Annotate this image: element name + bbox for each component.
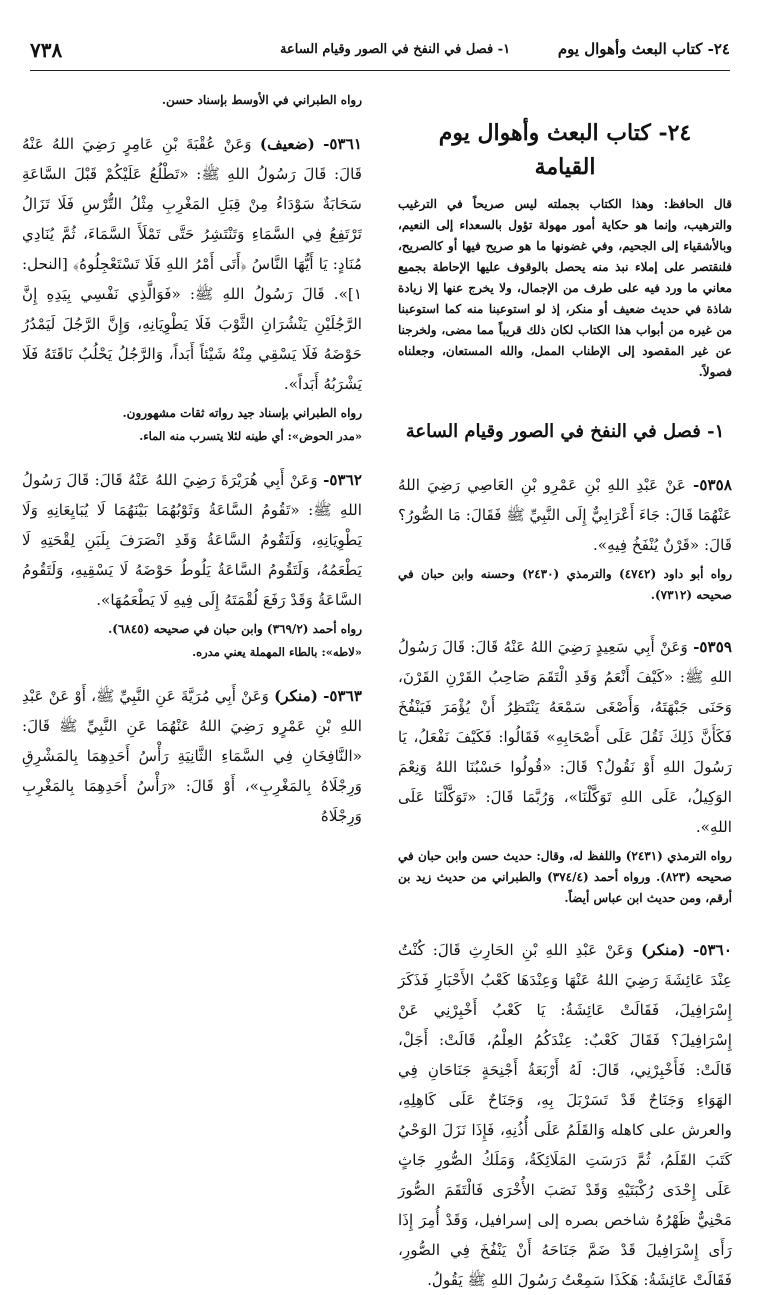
right-column: [398, 86, 732, 1295]
hadith-grade: (منكر): [274, 687, 318, 705]
hadith-5359: [398, 632, 732, 842]
hadith-5362: [22, 465, 362, 615]
chapter-title: [398, 116, 732, 184]
hadith-grade: (منكر): [641, 941, 686, 959]
left-column: [22, 86, 362, 831]
hadith-5361: [22, 129, 362, 399]
header-book-title: ٢٤- كتاب البعث وأهوال يوم: [557, 40, 730, 58]
hadith-source: رواه أحمد (٣٦٩/٢) وابن حبان في صحيحه (٦٨٤٥).: [108, 622, 362, 636]
hadith-source: رواه الطبراني بإسناد جيد رواته ثقات مشهورون.: [122, 406, 362, 420]
hadith-number: ٥٣٥٩-: [693, 638, 733, 656]
header-section-title: ١- فصل في النفخ في الصور وقيام الساعة: [280, 42, 511, 57]
page-number: ٧٣٨: [30, 38, 63, 62]
chapter-intro: قال الحافظ: وهذا الكتاب بجملته ليس صريحاً في الترغيب والترهيب، وإنما هو حكاية أمور مهولة تؤول بالسعداء إلى النعيم، وبالأشقياء إلى الجحيم، وفي غضونها ما هو صريح فيها أو كالصريح، فلنقتصر على إملاء نبذ منه يحصل بالوقوف عليها الإحاطة بجميع معاني ما ورد فيه على طرف من الإجمال، ولا يخرج عنها إلا زيادة شاذة في حديث ضعيف أو منكر، إذ لو استوعبنا منه كما استوعبنا من غيره من أبواب هذا الكتاب لكان ذلك قريباً مما مضى، ولخرجنا عن غير المقصود إلى الإطناب الممل، والله المستعان، وجعلناه فصولاً.: [398, 197, 732, 379]
hadith-note: «لاطه»: بالطاء المهملة يعني مدره.: [192, 645, 362, 659]
hadith-number: ٥٣٦١-: [323, 135, 363, 153]
hadith-source: رواه الترمذي (٢٤٣١) واللفظ له، وقال: حديث حسن وابن حبان في صحيحه (٨٢٣). ورواه أحمد (٣٧٤/٤) والطبراني من حديث زيد بن أرقم، ومن حديث ابن عباس أيضاً.: [398, 849, 732, 905]
hadith-5363: [22, 681, 362, 831]
hadith-grade: (ضعيف): [259, 135, 315, 153]
section-title: ١- فصل في النفخ في الصور وقيام الساعة: [405, 421, 725, 442]
hadith-text: وَعَنْ عُقْبَةَ بْنِ عَامِرٍ رَضِيَ اللهُ عَنْهُ قَالَ: قَالَ رَسُولُ اللهِ ﷺ: «تَطْلُعُ عَلَيْكُمْ قَبْلَ السَّاعَةِ سَحَابَةٌ سَوْدَاءُ مِنْ قِبَلِ المَغْرِبِ مِثْلُ التُّرْسِ فَلَا تَزَالُ تَرْتَفِعُ فِي السَّمَاءِ وَتَنْتَشِرُ حَتَّى تَمْلَأَ السَّمَاءَ، ثُمَّ يُنَادِي مُنَادٍ: يَا أَيُّهَا النَّاسُ ﴿أَتَى أَمْرُ اللهِ فَلَا تَسْتَعْجِلُوهُ﴾ [النحل: ١]». قَالَ رَسُولُ اللهِ ﷺ: «فَوَالَّذِي نَفْسِي بِيَدِهِ إِنَّ الرَّجُلَيْنِ يَنْشُرَانِ الثَّوْبَ فَلَا يَطْوِيَانِهِ، وَإِنَّ الرَّجُلَ لَيَمْدُرُ حَوْضَهُ فَلَا يَسْقِي مِنْهُ شَيْئاً أَبَداً، وَالرَّجُلُ يَحْلُبُ نَاقَتَهُ فَلَا يَشْرَبُهُ أَبَداً».: [22, 135, 362, 393]
hadith-5358: [398, 470, 732, 560]
hadith-text: عَنْ عَبْدِ اللهِ بْنِ عَمْرِو بْنِ العَاصِي رَضِيَ اللهُ عَنْهُمَا قَالَ: جَاءَ أَعْرَابِيٌّ إِلَى النَّبِيِّ ﷺ فَقَالَ: مَا الصُّورُ؟ قَالَ: «قَرْنٌ يُنْفَخُ فِيهِ».: [398, 476, 732, 554]
hadith-text: وَعَنْ أَبِي مُرَيَّةَ عَنِ النَّبِيِّ ﷺ، أَوْ عَنْ عَبْدِ اللهِ بْنِ عَمْرٍو رَضِيَ اللهُ عَنْهُمَا عَنِ النَّبِيِّ ﷺ قَالَ: «النَّافِخَانِ فِي السَّمَاءِ الثَّانِيَةِ رَأْسُ أَحَدِهِمَا بِالمَشْرِقِ وَرِجْلَاهُ بِالمَغْرِبِ»، أَوْ قَالَ: «رَأْسُ أَحَدِهِمَا بِالمَغْرِبِ وَرِجْلَاهُ: [22, 687, 362, 825]
hadith-number: ٥٣٦٣-: [323, 687, 363, 705]
running-header: [30, 36, 730, 71]
hadith-note: «مدر الحوض»: أي طينه لئلا يتسرب منه الماء.: [139, 429, 362, 443]
hadith-number: ٥٣٦٢-: [323, 471, 363, 489]
hadith-text: وَعَنْ أَبِي هُرَيْرَةَ رَضِيَ اللهُ عَنْهُ قَالَ: قَالَ رَسُولُ اللهِ ﷺ: «تَقُومُ السَّاعَةُ وَثَوْبُهُمَا بَيْنَهُمَا لَا يُبَايِعَانِهِ وَلَا يَطْوِيَانِهِ، وَلَتَقُومُ السَّاعَةُ وَقَدِ انْصَرَفَ بِلَبَنِ لِقْحَتِهِ لَا يَطْعَمُهُ، وَلَتَقُومُ السَّاعَةُ يَلُوطُ حَوْضَهُ لَا يَسْقِيهِ، وَلَتَقُومُ السَّاعَةُ وَقَدْ رَفَعَ لُقْمَتَهُ إِلَى فِيهِ لَا يَطْعَمُهَا».: [22, 471, 362, 609]
hadith-text: وَعَنْ أَبِي سَعِيدٍ رَضِيَ اللهُ عَنْهُ قَالَ: قَالَ رَسُولُ اللهِ ﷺ: «كَيْفَ أَنْعَمُ وَقَدِ الْتَقَمَ صَاحِبُ القَرْنِ القَرْنَ، وَحَنَى جَبْهَتَهُ، وَأَصْغَى سَمْعَهُ يَنْتَظِرُ أَنْ يُؤْمَرَ فَيَنْفُخَ فَكَأَنَّ ذَلِكَ ثَقُلَ عَلَى أَصْحَابِهِ» فَقَالُوا: فَكَيْفَ نَفْعَلُ، يَا رَسُولَ اللهِ أَوْ نَقُولُ؟ قَالَ: «قُولُوا حَسْبُنَا اللهُ وَنِعْمَ الوَكِيلُ، عَلَى اللهِ تَوَكَّلْنَا»، وَرُبَّمَا قَالَ: «تَوَكَّلْنَا عَلَى اللهِ».: [398, 638, 732, 836]
hadith-number: ٥٣٦٠-: [693, 941, 732, 959]
chapter-title-line1: ٢٤- كتاب البعث وأهوال يوم: [438, 120, 692, 146]
hadith-source: رواه أبو داود (٤٧٤٢) والترمذي (٢٤٣٠) وحسنه وابن حبان في صحيحه (٧٣١٢).: [398, 567, 732, 602]
hadith-number: ٥٣٥٨-: [693, 476, 732, 494]
chapter-title-line2: القيامة: [534, 154, 596, 180]
hadith-5360: [398, 935, 732, 1295]
hadith-text: وَعَنْ عَبْدِ اللهِ بْنِ الحَارِثِ قَالَ: كُنْتُ عِنْدَ عَائِشَةَ رَضِيَ اللهُ عَنْهَا وَعِنْدَهَا كَعْبُ الأَحْبَارِ فَذَكَرَ إِسْرَافِيلَ، فَقَالَتْ عَائِشَةُ: يَا كَعْبُ أَخْبِرْنِي عَنْ إِسْرَافِيلَ؟ فَقَالَ كَعْبٌ: عِنْدَكُمُ العِلْمُ، قَالَتْ: أَجَلْ، قَالَتْ: فَأَخْبِرْنِي، قَالَ: لَهُ أَرْبَعَةُ أَجْنِحَةٍ جَنَاحَانِ فِي الهَوَاءِ وَجَنَاحٌ قَدْ تَسَرْبَلَ بِهِ، وَجَنَاحٌ عَلَى كَاهِلِهِ، والعرش على كاهله وَالقَلَمُ عَلَى أُذُنِهِ، فَإِذَا نَزَلَ الوَحْيُ كَتَبَ القَلَمُ، ثُمَّ دَرَسَتِ المَلَائِكَةُ، وَمَلَكُ الصُّورِ جَاثٍ عَلَى إِحْدَى رُكْبَتَيْهِ وَقَدْ نَصَبَ الأُخْرَى فَالْتَقَمَ الصُّورَ مَحْنِيٌّ ظَهْرُهُ شاخص بصره إلى إسرافيل، وَقَدْ أُمِرَ إِذَا رَأَى إِسْرَافِيلَ قَدْ ضَمَّ جَنَاحَهُ أَنْ يَنْفُخَ فِي الصُّورِ، فَقَالَتْ عَائِشَةُ: هَكَذَا سَمِعْتُ رَسُولَ اللهِ ﷺ يَقُولُ.: [398, 941, 732, 1289]
hadith-source: رواه الطبراني في الأوسط بإسناد حسن.: [161, 93, 362, 107]
